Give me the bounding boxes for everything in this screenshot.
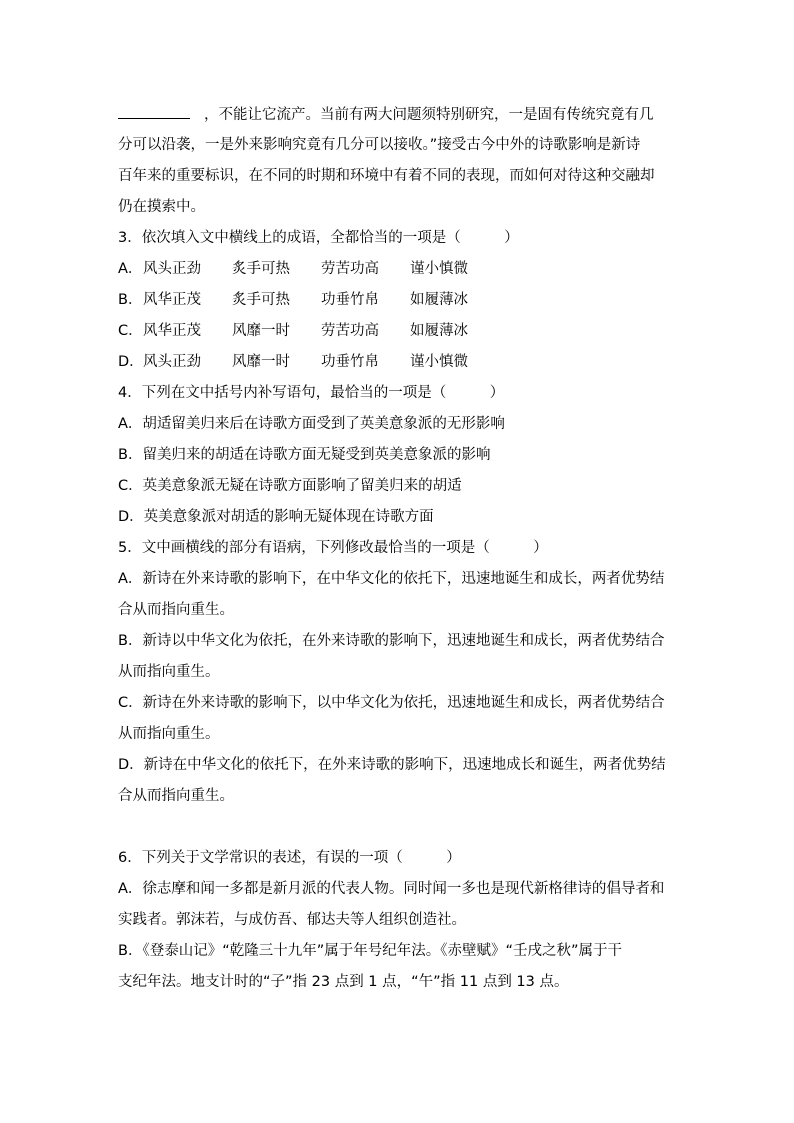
q6-option-a-line-1: A．徐志摩和闻一多都是新月派的代表人物。同时闻一多也是现代新格律诗的倡导者和	[118, 881, 665, 897]
passage-line-2: 分可以沿袭，一是外来影响究竟有几分可以接收。”接受古今中外的诗歌影响是新诗	[118, 137, 641, 153]
q5-option-b-line-2: 从而指向重生。	[118, 664, 220, 680]
q3-option-c: C．	[118, 323, 143, 339]
q6-option-a-line-2: 实践者。郭沫若，与成仿吾、郁达夫等人组织创造社。	[118, 912, 466, 928]
q3-c-word-4: 如履薄冰	[410, 323, 468, 339]
q3-d-word-1: 风头正劲	[143, 354, 201, 370]
q3-c-word-1: 风华正茂	[143, 323, 201, 339]
q4-option-a: A．胡适留美归来后在诗歌方面受到了英美意象派的无形影响	[118, 416, 505, 432]
q3-c-word-2: 风靡一时	[232, 323, 290, 339]
q3-option-a	[118, 259, 142, 279]
q3-a-word-3: 劳苦功高	[321, 261, 379, 277]
q5-option-a-line-1: A．新诗在外来诗歌的影响下，在中华文化的依托下，迅速地诞生和成长，两者优势结	[118, 571, 665, 587]
q3-b-word-4: 如履薄冰	[410, 292, 468, 308]
passage-line-4: 仍在摸索中。	[118, 199, 205, 215]
question-3-stem: 3．依次填入文中横线上的成语，全都恰当的一项是（ ）	[118, 230, 519, 246]
passage-line-1	[118, 104, 654, 125]
option-label: A．	[118, 261, 143, 277]
q3-c-word-3: 劳苦功高	[321, 323, 379, 339]
q3-a-word-2: 炙手可热	[232, 261, 290, 277]
q3-option-b: B．	[118, 292, 143, 308]
q3-d-word-2: 风靡一时	[232, 354, 290, 370]
q3-b-word-1: 风华正茂	[143, 292, 201, 308]
q4-option-d: D．英美意象派对胡适的影响无疑体现在诗歌方面	[118, 509, 434, 525]
question-4-stem: 4．下列在文中括号内补写语句，最恰当的一项是（ ）	[118, 385, 505, 401]
q3-a-word-1: 风头正劲	[143, 261, 201, 277]
q3-b-word-3: 功垂竹帛	[321, 292, 379, 308]
q3-a-word-4: 谨小慎微	[410, 261, 468, 277]
q3-option-d: D．	[118, 354, 144, 370]
q5-option-d-line-2: 合从而指向重生。	[118, 788, 234, 804]
passage-line-3: 百年来的重要标识，在不同的时期和环境中有着不同的表现，而如何对待这种交融却	[118, 168, 655, 184]
q3-b-word-2: 炙手可热	[232, 292, 290, 308]
q5-option-d-line-1: D．新诗在中华文化的依托下，在外来诗歌的影响下，迅速地成长和诞生，两者优势结	[118, 757, 666, 773]
passage-text: ，不能让它流产。当前有两大问题须特别研究，一是固有传统究竟有几	[204, 107, 654, 123]
q5-option-b-line-1: B．新诗以中华文化为依托，在外来诗歌的影响下，迅速地诞生和成长，两者优势结合	[118, 633, 665, 649]
q6-option-b-line-2: 支纪年法。地支计时的“子”指 23 点到 1 点，“午”指 11 点到 13 点。	[118, 974, 569, 990]
q4-option-c: C．英美意象派无疑在诗歌方面影响了留美归来的胡适	[118, 478, 462, 494]
q4-option-b: B．留美归来的胡适在诗歌方面无疑受到英美意象派的影响	[118, 447, 491, 463]
question-5-stem: 5．文中画横线的部分有语病，下列修改最恰当的一项是（ ）	[118, 540, 548, 556]
q3-d-word-4: 谨小慎微	[410, 354, 468, 370]
fill-in-blank	[118, 104, 190, 119]
q5-option-c-line-1: C．新诗在外来诗歌的影响下，以中华文化为依托，迅速地诞生和成长，两者优势结合	[118, 695, 665, 711]
q5-option-a-line-2: 合从而指向重生。	[118, 602, 234, 618]
q6-option-b-line-1: B．《登泰山记》“乾隆三十九年”属于年号纪年法。《赤壁赋》“壬戌之秋”属于干	[118, 943, 622, 959]
q5-option-c-line-2: 从而指向重生。	[118, 726, 220, 742]
q3-d-word-3: 功垂竹帛	[321, 354, 379, 370]
question-6-stem: 6．下列关于文学常识的表述，有误的一项（ ）	[118, 850, 461, 866]
